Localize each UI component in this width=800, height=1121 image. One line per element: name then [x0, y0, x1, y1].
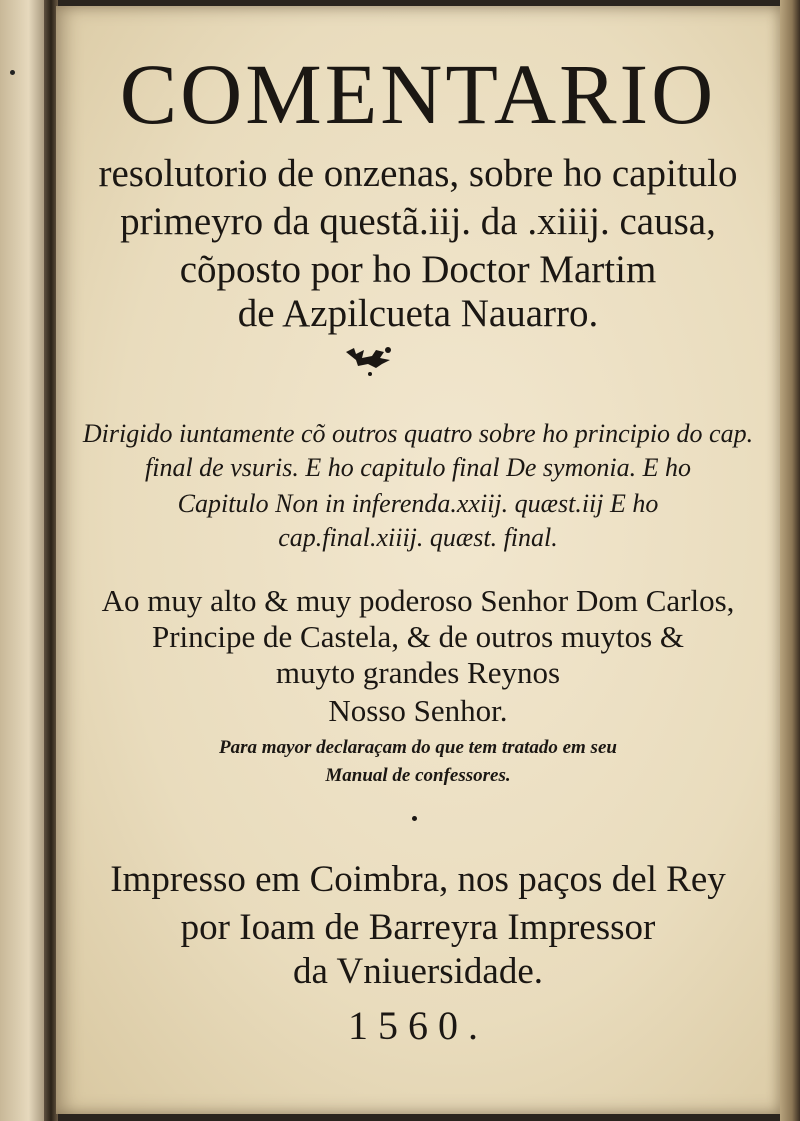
book-title: COMENTARIO [119, 46, 717, 142]
dedication-line-1: Ao muy alto & muy poderoso Senhor Dom Carlos, [101, 583, 735, 618]
subtitle-line-2: primeyro da questã.iij. da .xiiij. causa, [120, 200, 716, 243]
subtitle-line-3: cõposto por ho Doctor Martim [179, 248, 657, 291]
dedication-line-3: muyto grandes Reynos [275, 655, 561, 690]
dedication-line-2: Principe de Castela, & de outros muytos & [151, 619, 685, 654]
subtitle-line-1: resolutorio de onzenas, sobre ho capitulo [98, 152, 738, 195]
dedication-line-4: Nosso Senhor. [328, 693, 508, 728]
italic-line-3: Capitulo Non in inferenda.xxiij. quæst.iij E ho [177, 489, 659, 518]
imprint-line-2: por Ioam de Barreyra Impressor [180, 907, 656, 948]
imprint-line-3: da Vniuersidade. [292, 951, 544, 992]
ornament-dot [412, 816, 417, 821]
imprint-line-1: Impresso em Coimbra, nos paços del Rey [110, 859, 726, 900]
purpose-line-2: Manual de confessores. [325, 765, 511, 786]
purpose-line-1: Para mayor declaraçam do que tem tratado em seu [219, 737, 617, 758]
italic-line-1: Dirigido iuntamente cõ outros quatro sobre ho principio do cap. [82, 419, 754, 448]
publication-year: 1560. [348, 1003, 488, 1048]
italic-line-4: cap.final.xiiij. quæst. final. [278, 523, 558, 552]
page-edge-right [780, 0, 800, 1121]
subtitle-line-4: de Azpilcueta Nauarro. [237, 292, 599, 335]
italic-line-2: final de vsuris. E ho capitulo final De symonia. E ho [145, 453, 691, 482]
printer-ornament-icon [340, 338, 410, 378]
